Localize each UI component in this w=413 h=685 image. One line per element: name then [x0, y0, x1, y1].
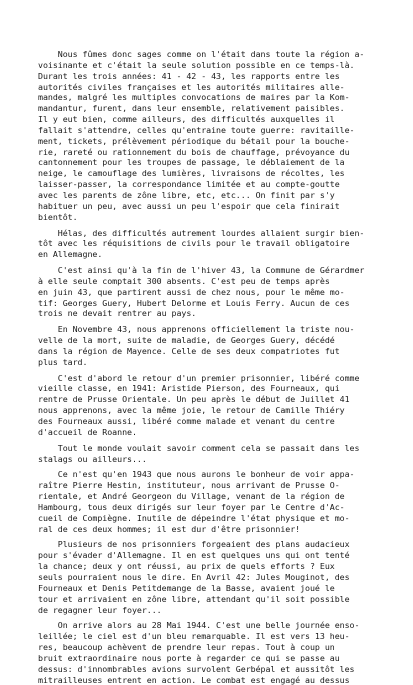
text-line: res, beaucoup achèvent de prendre leur repas. Tout à coup un: [38, 642, 335, 653]
text-line: d'accueil de Roanne.: [38, 426, 137, 437]
text-line: C'est ainsi qu'à la fin de l'hiver 43, la Commune de Gérardmer: [38, 265, 365, 276]
paragraph-4: [38, 324, 393, 367]
text-line: leillée; le ciel est d'un bleu remarquable. Il est vers 13 heu-: [38, 631, 350, 642]
text-line: On arrive alors au 28 Mai 1944. C'est une belle journée enso-: [38, 620, 360, 631]
paragraph-7: [38, 469, 393, 534]
text-line: mandantur, furent, dans leur ensemble, relativement paisibles.: [38, 103, 345, 114]
paragraph-3: [38, 265, 393, 319]
text-line: C'est d'abord le retour d'un premier prisonnier, libéré comme: [38, 372, 360, 383]
paragraph-1: [38, 49, 393, 223]
text-line: habituer un peu, avec aussi un peu l'espoir que cela finirait: [38, 200, 340, 211]
text-line: la chance; deux y ont réussi, au prix de quels efforts ? Eux: [38, 561, 335, 572]
paragraph-9: [38, 620, 393, 685]
text-line: bientôt.: [38, 211, 78, 222]
text-line: cueil de Compiègne. Inutile de dépeindre l'état physique et mo-: [38, 512, 350, 523]
text-line: rientale, et André Georgeon du Village, venant de la région de: [38, 491, 345, 502]
text-line: à elle seule comptait 300 absents. C'est peu de temps après: [38, 275, 330, 286]
paragraph-5: [38, 373, 393, 438]
text-line: en Allemagne.: [38, 249, 103, 260]
text-line: raître Pierre Hestin, instituteur, nous arrivant de Prusse O-: [38, 480, 340, 491]
text-line: cantonnement pour les troupes de passage, le déblaiement de la: [38, 157, 345, 168]
text-line: Il y eut bien, comme ailleurs, des difficultés auxquelles il: [38, 114, 335, 125]
text-line: voisinante et c'était la seule solution possible en ce temps-là.: [38, 59, 355, 70]
text-line: avec les parents de zône libre, etc, etc... On finit par s'y: [38, 189, 335, 200]
text-line: en juin 43, que partirent aussi de chez nous, pour le même mo-: [38, 286, 345, 297]
text-line: nous apprenons, avec la même joie, le retour de Camille Thiéry: [38, 405, 345, 416]
text-line: Plusieurs de nos prisonniers forgeaient des plans audacieux: [38, 539, 350, 550]
text-line: rentre de Prusse Orientale. Un peu après le début de Juillet 41: [38, 394, 350, 405]
text-line: Fourneaux et Denis Petitdemange de la Basse, avaient joué le: [38, 582, 335, 593]
text-line: velle de la mort, suite de maladie, de Georges Guery, décédé: [38, 335, 335, 346]
text-line: Durant les trois années: 41 - 42 - 43, les rapports entre les: [38, 70, 340, 81]
text-line: fallait s'attendre, celles qu'entraine toute guerre: ravitaille-: [38, 124, 355, 135]
text-line: tôt avec les réquisitions de civils pour le travail obligatoire: [38, 238, 350, 249]
text-line: plus tard.: [38, 356, 88, 367]
text-line: mitrailleuses entrent en action. Le combat est engagé au dessus: [38, 674, 350, 685]
text-line: mandes, malgré les multiples convocations de maires par la Kom-: [38, 92, 350, 103]
text-line: des Fourneaux aussi, libéré comme malade et venant du centre: [38, 416, 335, 426]
text-line: Hambourg, tous deux dirigés sur leur foyer par le Centre d'Ac-: [38, 501, 345, 512]
text-line: En Novembre 43, nous apprenons officiellement la triste nou-: [38, 324, 355, 335]
text-line: de regagner leur foyer...: [38, 604, 162, 615]
text-line: tif: Georges Guery, Hubert Delorme et Louis Ferry. Aucun de ces: [38, 297, 350, 308]
text-line: autorités civiles françaises et les autorités militaires alle-: [38, 81, 345, 92]
paragraph-6: [38, 443, 393, 465]
text-line: Nous fûmes donc sages comme on l'était dans toute la région a-: [38, 49, 365, 59]
paragraph-8: [38, 539, 393, 615]
text-line: tour et arrivaient en zône libre, attendant qu'il soit possible: [38, 593, 350, 604]
text-line: ral de ces deux hommes; il est dur d'être prisonnier!: [38, 523, 301, 534]
text-line: dans la région de Mayence. Celle de ses deux compatriotes fut: [38, 345, 340, 356]
paragraph-2: [38, 228, 393, 261]
text-line: ment, tickets, prélèvement périodique du bétail pour la bouche-: [38, 135, 350, 146]
text-line: bruit extraordinaire nous porte à regarder ce qui se passe au: [38, 652, 340, 663]
text-line: seuls pourraient nous le dire. En Avril 42: Jules Mouginot, des: [38, 571, 350, 582]
text-line: stalags ou ailleurs...: [38, 453, 147, 464]
text-line: rie, rareté ou rationnement du bois de chauffage, prévoyance du: [38, 146, 350, 157]
text-line: Tout le monde voulait savoir comment cela se passait dans les: [38, 442, 360, 453]
text-line: Hélas, des difficultés autrement lourdes allaient surgir bien-: [38, 227, 365, 238]
text-line: Ce n'est qu'en 1943 que nous aurons le bonheur de voir appa-: [38, 469, 355, 480]
text-line: dessus: d'innombrables avions survolent Gerbépal et aussitôt les: [38, 663, 355, 674]
text-line: pour s'évader d'Allemagne. Il en est quelques uns qui ont tenté: [38, 550, 350, 561]
text-line: trois ne devait rentrer au pays.: [38, 308, 197, 319]
text-line: neige, le camouflage des lumières, livraisons de récoltes, les: [38, 168, 345, 179]
text-line: vieille classe, en 1941: Aristide Pierson, des Fourneaux, qui: [38, 383, 340, 394]
text-line: laisser-passer, la correspondance limitée et au compte-goutte: [38, 179, 340, 190]
